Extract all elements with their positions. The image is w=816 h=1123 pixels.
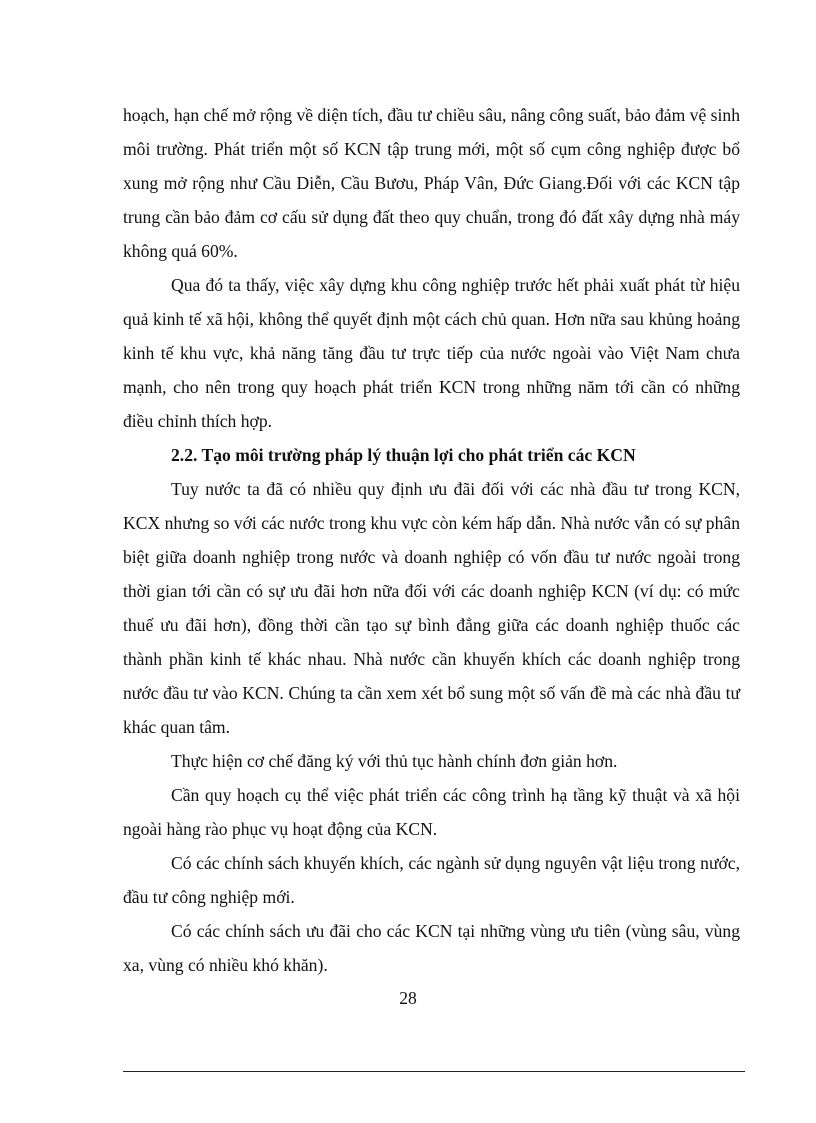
document-body (123, 98, 740, 982)
paragraph-registration: Thực hiện cơ chế đăng ký với thủ tục hành chính đơn giản hơn. (171, 751, 618, 771)
paragraph-domestic-materials: Có các chính sách khuyến khích, các ngành sử dụng nguyên vật liệu trong nước, đầu tư công nghiệp mới. (123, 853, 740, 907)
paragraph-planning-continuation: hoạch, hạn chế mở rộng về diện tích, đầu tư chiều sâu, nâng công suất, bảo đảm vệ sinh môi trường. Phát triển một số KCN tập trung mới, một số cụm công nghiệp được bổ xung mở rộng như Cầu Diễn, Cầu Bươu, Pháp Vân, Đức Giang.Đối với các KCN tập trung cần bảo đảm cơ cấu sử dụng đất theo quy chuẩn, trong đó đất xây dựng nhà máy không quá 60%. (123, 105, 740, 261)
paragraph-incentives: Tuy nước ta đã có nhiều quy định ưu đãi đối với các nhà đầu tư trong KCN, KCX nhưng so với các nước trong khu vực còn kém hấp dẫn. Nhà nước vẫn có sự phân biệt giữa doanh nghiệp trong nước và doanh nghiệp có vốn đầu tư nước ngoài trong thời gian tới cần có sự ưu đãi hơn nữa đối với các doanh nghiệp KCN (ví dụ: có mức thuế ưu đãi hơn), đồng thời cần tạo sự bình đẳng giữa các doanh nghiệp thuốc các thành phần kinh tế khác nhau. Nhà nước cần khuyến khích các doanh nghiệp trong nước đầu tư vào KCN. Chúng ta cần xem xét bổ sung một số vấn đề mà các nhà đầu tư khác quan tâm. (123, 479, 740, 737)
paragraph-priority-regions: Có các chính sách ưu đãi cho các KCN tại những vùng ưu tiên (vùng sâu, vùng xa, vùng có nhiều khó khăn). (123, 921, 740, 975)
page-number: 28 (399, 988, 417, 1008)
footer-rule (123, 1071, 745, 1072)
paragraph-economic-efficiency: Qua đó ta thấy, việc xây dựng khu công nghiệp trước hết phải xuất phát từ hiệu quả kinh tế xã hội, không thể quyết định một cách chủ quan. Hơn nữa sau khủng hoảng kinh tế khu vực, khả năng tăng đầu tư trực tiếp của nước ngoài vào Việt Nam chưa mạnh, cho nên trong quy hoạch phát triển KCN trong những năm tới cần có những điều chỉnh thích hợp. (123, 275, 740, 431)
paragraph-infrastructure: Cần quy hoạch cụ thể việc phát triển các công trình hạ tầng kỹ thuật và xã hội ngoài hàng rào phục vụ hoạt động của KCN. (123, 785, 740, 839)
section-heading-2-2: 2.2. Tạo môi trường pháp lý thuận lợi cho phát triển các KCN (171, 445, 636, 465)
